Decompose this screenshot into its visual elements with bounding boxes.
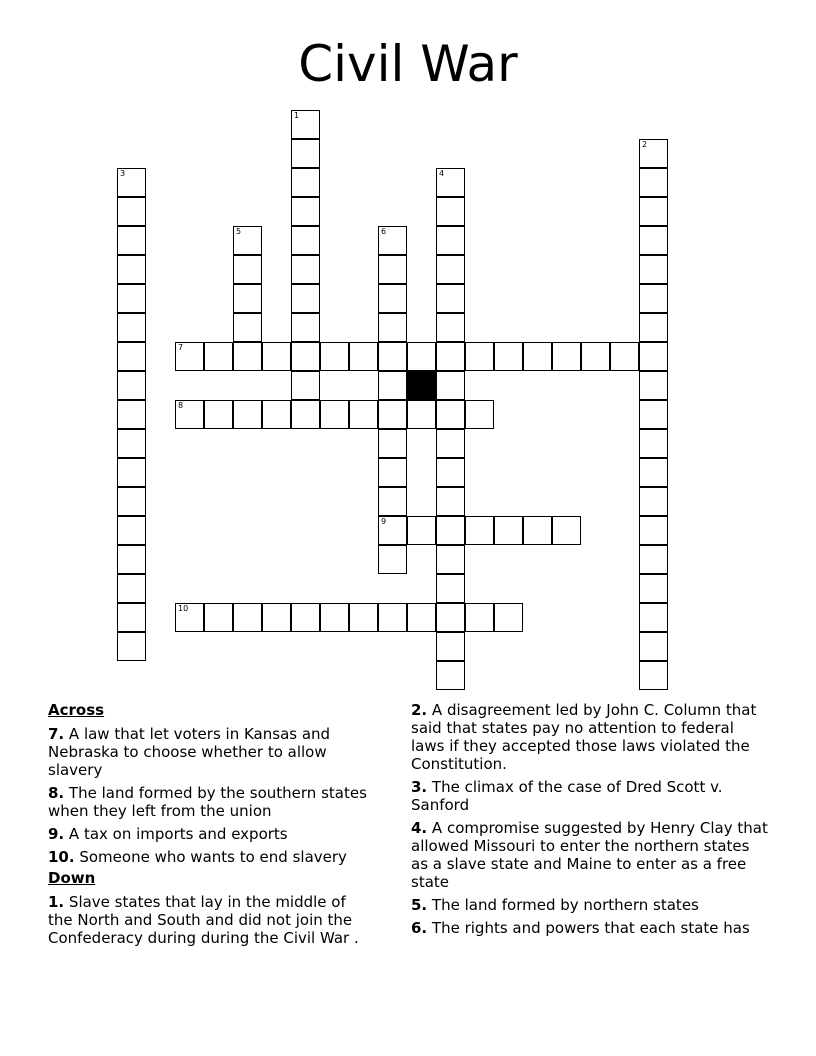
grid-cell[interactable] <box>465 342 494 371</box>
grid-cell[interactable] <box>117 313 146 342</box>
grid-cell[interactable] <box>465 400 494 429</box>
grid-cell[interactable] <box>320 603 349 632</box>
clue-number-label: 8 <box>178 401 184 410</box>
grid-cell[interactable] <box>639 632 668 661</box>
clue-number: 7. <box>48 725 65 743</box>
clue-text: The land formed by the southern states when they left from the union <box>48 784 367 820</box>
clue-down-2 <box>411 701 771 773</box>
clue-number: 5. <box>411 896 428 914</box>
grid-cell[interactable] <box>291 342 320 371</box>
grid-cell[interactable] <box>436 632 465 661</box>
clue-number-label: 6 <box>381 227 387 236</box>
grid-cell[interactable] <box>436 197 465 226</box>
grid-cell[interactable] <box>494 342 523 371</box>
grid-cell[interactable] <box>378 516 407 545</box>
grid-cell[interactable] <box>233 342 262 371</box>
grid-cell[interactable] <box>117 574 146 603</box>
clue-number: 3. <box>411 778 428 796</box>
clue-down-1 <box>48 893 368 947</box>
grid-cell[interactable] <box>436 516 465 545</box>
grid-cell[interactable] <box>117 226 146 255</box>
grid-cell[interactable] <box>291 197 320 226</box>
grid-cell[interactable] <box>639 139 668 168</box>
grid-cell[interactable] <box>117 284 146 313</box>
grid-cell[interactable] <box>378 603 407 632</box>
grid-cell[interactable] <box>378 487 407 516</box>
grid-cell[interactable] <box>204 400 233 429</box>
clue-across-10 <box>48 848 368 866</box>
clue-number-label: 3 <box>120 169 126 178</box>
grid-cell[interactable] <box>494 516 523 545</box>
clue-text: A disagreement led by John C. Column that said that states pay no attention to federal laws if they accepted those laws violated the Constitution. <box>411 701 757 773</box>
grid-cell[interactable] <box>291 110 320 139</box>
grid-cell[interactable] <box>523 342 552 371</box>
grid-cell[interactable] <box>407 603 436 632</box>
clue-number-label: 10 <box>178 604 189 613</box>
grid-cell[interactable] <box>436 371 465 400</box>
clue-text: Slave states that lay in the middle of the North and South and did not join the Confederacy during during the Civil War . <box>48 893 359 947</box>
grid-cell[interactable] <box>117 168 146 197</box>
grid-cell[interactable] <box>204 342 233 371</box>
grid-cell[interactable] <box>639 197 668 226</box>
clue-text: The rights and powers that each state has <box>431 919 750 937</box>
grid-block-cell <box>407 371 436 400</box>
grid-cell[interactable] <box>378 545 407 574</box>
grid-cell[interactable] <box>639 487 668 516</box>
puzzle-title: Civil War <box>298 35 518 93</box>
grid-cell[interactable] <box>436 603 465 632</box>
clue-number: 4. <box>411 819 428 837</box>
clue-number: 6. <box>411 919 428 937</box>
grid-cell[interactable] <box>378 400 407 429</box>
grid-cell[interactable] <box>117 603 146 632</box>
grid-cell[interactable] <box>436 429 465 458</box>
clue-number: 8. <box>48 784 65 802</box>
clue-down-4 <box>411 819 771 891</box>
grid-cell[interactable] <box>262 603 291 632</box>
grid-cell[interactable] <box>581 342 610 371</box>
grid-cell[interactable] <box>610 342 639 371</box>
grid-cell[interactable] <box>204 603 233 632</box>
clue-number: 9. <box>48 825 65 843</box>
grid-cell[interactable] <box>639 342 668 371</box>
clues-right-column <box>411 701 771 942</box>
clue-number-label: 9 <box>381 517 387 526</box>
grid-cell[interactable] <box>639 661 668 690</box>
grid-cell[interactable] <box>639 284 668 313</box>
clue-down-6 <box>411 919 771 937</box>
grid-cell[interactable] <box>639 313 668 342</box>
grid-cell[interactable] <box>639 603 668 632</box>
grid-cell[interactable] <box>378 226 407 255</box>
grid-cell[interactable] <box>436 226 465 255</box>
grid-cell[interactable] <box>117 516 146 545</box>
grid-cell[interactable] <box>291 603 320 632</box>
grid-cell[interactable] <box>407 516 436 545</box>
clue-text: A tax on imports and exports <box>68 825 288 843</box>
clue-text: The land formed by northern states <box>431 896 699 914</box>
grid-cell[interactable] <box>378 371 407 400</box>
clue-number-label: 5 <box>236 227 242 236</box>
grid-cell[interactable] <box>378 313 407 342</box>
grid-cell[interactable] <box>175 342 204 371</box>
grid-cell[interactable] <box>436 255 465 284</box>
grid-cell[interactable] <box>117 458 146 487</box>
grid-cell[interactable] <box>436 545 465 574</box>
grid-cell[interactable] <box>233 313 262 342</box>
grid-cell[interactable] <box>436 342 465 371</box>
grid-cell[interactable] <box>233 255 262 284</box>
grid-cell[interactable] <box>378 284 407 313</box>
grid-cell[interactable] <box>262 400 291 429</box>
grid-cell[interactable] <box>117 487 146 516</box>
clue-number-label: 1 <box>294 111 300 120</box>
grid-cell[interactable] <box>291 139 320 168</box>
grid-cell[interactable] <box>436 400 465 429</box>
grid-cell[interactable] <box>465 516 494 545</box>
grid-cell[interactable] <box>494 603 523 632</box>
grid-cell[interactable] <box>175 400 204 429</box>
grid-cell[interactable] <box>291 168 320 197</box>
clue-number: 2. <box>411 701 428 719</box>
clue-across-8 <box>48 784 368 820</box>
grid-cell[interactable] <box>639 168 668 197</box>
grid-cell[interactable] <box>639 516 668 545</box>
grid-cell[interactable] <box>639 226 668 255</box>
grid-cell[interactable] <box>436 284 465 313</box>
clue-number-label: 4 <box>439 169 445 178</box>
clue-text: Someone who wants to end slavery <box>79 848 347 866</box>
grid-cell[interactable] <box>320 342 349 371</box>
grid-cell[interactable] <box>233 400 262 429</box>
grid-cell[interactable] <box>291 255 320 284</box>
grid-cell[interactable] <box>523 516 552 545</box>
clue-across-9 <box>48 825 368 843</box>
grid-cell[interactable] <box>436 313 465 342</box>
grid-cell[interactable] <box>552 516 581 545</box>
grid-cell[interactable] <box>233 284 262 313</box>
grid-cell[interactable] <box>291 400 320 429</box>
grid-cell[interactable] <box>233 226 262 255</box>
grid-cell[interactable] <box>378 342 407 371</box>
grid-cell[interactable] <box>175 603 204 632</box>
grid-cell[interactable] <box>436 168 465 197</box>
clue-number-label: 7 <box>178 343 184 352</box>
grid-cell[interactable] <box>291 371 320 400</box>
grid-cell[interactable] <box>233 603 262 632</box>
grid-cell[interactable] <box>552 342 581 371</box>
grid-cell[interactable] <box>436 458 465 487</box>
grid-cell[interactable] <box>639 458 668 487</box>
grid-cell[interactable] <box>117 342 146 371</box>
grid-cell[interactable] <box>378 429 407 458</box>
grid-cell[interactable] <box>639 255 668 284</box>
grid-cell[interactable] <box>378 458 407 487</box>
grid-cell[interactable] <box>291 226 320 255</box>
grid-cell[interactable] <box>407 400 436 429</box>
down-heading: Down <box>48 869 96 887</box>
across-heading: Across <box>48 701 105 719</box>
clue-number: 1. <box>48 893 65 911</box>
grid-cell[interactable] <box>378 255 407 284</box>
clue-down-5 <box>411 896 771 914</box>
grid-cell[interactable] <box>349 342 378 371</box>
clue-text: A law that let voters in Kansas and Nebraska to choose whether to allow slavery <box>48 725 331 779</box>
clues-left-column <box>48 701 368 952</box>
grid-cell[interactable] <box>349 400 378 429</box>
clue-down-3 <box>411 778 771 814</box>
grid-cell[interactable] <box>117 400 146 429</box>
clue-across-7 <box>48 725 368 779</box>
grid-cell[interactable] <box>639 574 668 603</box>
grid-cell[interactable] <box>436 487 465 516</box>
grid-cell[interactable] <box>291 313 320 342</box>
grid-cell[interactable] <box>117 197 146 226</box>
grid-cell[interactable] <box>436 661 465 690</box>
grid-cell[interactable] <box>117 545 146 574</box>
grid-cell[interactable] <box>407 342 436 371</box>
clue-text: The climax of the case of Dred Scott v. Sanford <box>411 778 723 814</box>
grid-cell[interactable] <box>117 429 146 458</box>
grid-cell[interactable] <box>639 371 668 400</box>
grid-cell[interactable] <box>262 342 291 371</box>
grid-cell[interactable] <box>639 429 668 458</box>
grid-cell[interactable] <box>436 574 465 603</box>
grid-cell[interactable] <box>639 545 668 574</box>
clue-text: A compromise suggested by Henry Clay that allowed Missouri to enter the northern states as a slave state and Maine to enter as a free state <box>411 819 768 891</box>
grid-cell[interactable] <box>320 400 349 429</box>
grid-cell[interactable] <box>117 255 146 284</box>
grid-cell[interactable] <box>639 400 668 429</box>
grid-cell[interactable] <box>291 284 320 313</box>
clue-number: 10. <box>48 848 75 866</box>
clue-number-label: 2 <box>642 140 648 149</box>
grid-cell[interactable] <box>117 632 146 661</box>
grid-cell[interactable] <box>117 371 146 400</box>
grid-cell[interactable] <box>349 603 378 632</box>
grid-cell[interactable] <box>465 603 494 632</box>
